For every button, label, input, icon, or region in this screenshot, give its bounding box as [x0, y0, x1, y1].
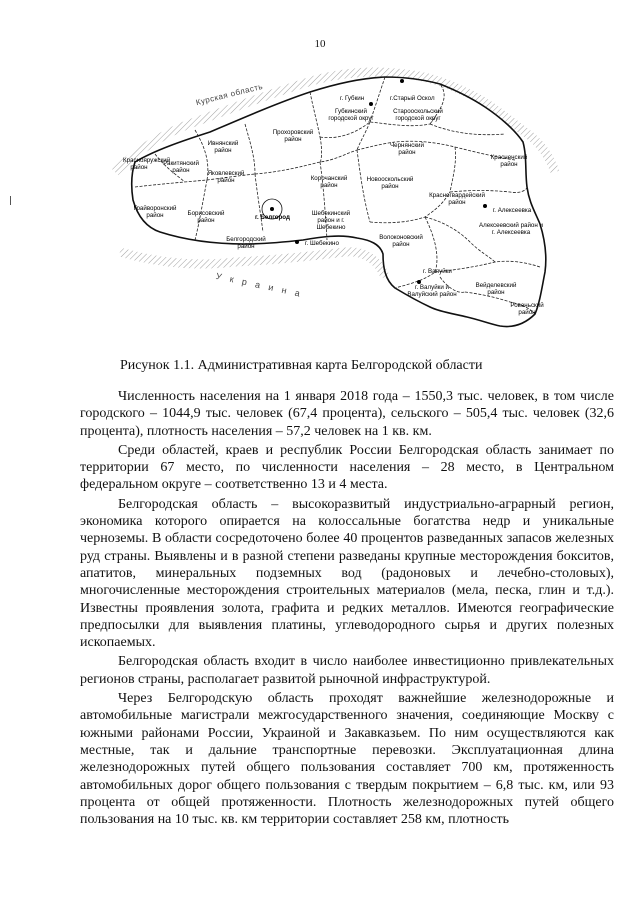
- map-label-prokhorovka: Прохоровский район: [272, 129, 314, 143]
- city-marker-stary-oskol: [400, 79, 404, 83]
- map-label-alekseyevka-district: Алексеевский район и г. Алексеевка: [479, 222, 543, 236]
- map-label-chernyanka: Чернянский район: [390, 142, 424, 156]
- page-number: 10: [314, 38, 326, 50]
- map-label-ivnya: Ивнянский район: [207, 140, 239, 154]
- map-label-alekseyevka-city: г. Алексеевка: [492, 207, 532, 214]
- map-label-graivoron: Грайворонский район: [133, 205, 177, 219]
- map-label-borisovka: Борисовский район: [187, 210, 225, 224]
- city-marker-alekseyevka: [483, 204, 487, 208]
- map-label-rakitnoye: Ракитянский район: [163, 160, 199, 174]
- city-marker-shebekino: [295, 240, 299, 244]
- ukraine-label: У к р а и н а: [214, 270, 304, 300]
- map-label-korocha: Корочанский район: [310, 175, 348, 189]
- map-label-belgorod-district: Белгородский район: [226, 236, 266, 250]
- map-label-yakovlevo: Яковлевский район: [207, 170, 245, 184]
- map-label-krasnogvardeysky: Красногвардейский район: [429, 192, 485, 206]
- kursk-oblast-label: Курская область: [194, 81, 264, 108]
- map-label-shebekino-city: г. Шебекино: [305, 240, 339, 247]
- map-label-valuyki-district: г. Валуйки и Валуйский район: [407, 284, 457, 298]
- map-label-stary-oskol-district: Старооскольский городской округ: [393, 108, 443, 122]
- paragraph-ranking: Среди областей, краев и республик России Белгородская область занимает по территории 67 место, по численности населения – 28 место, в Центральном федеральном округе – соответственно 13 и 4 места.: [80, 442, 614, 493]
- body-text: [80, 388, 614, 828]
- map-label-shebekino-district: Шебекинский район и г. Шебекино: [311, 210, 351, 231]
- map-label-krasnaya-yaruga: Краснояружский район: [123, 157, 171, 171]
- map-label-novy-oskol: Новооскольский район: [366, 176, 414, 190]
- map-label-volokonovka: Волоконовский район: [379, 234, 423, 248]
- city-marker-gubkin: [369, 102, 373, 106]
- paragraph-transport: Через Белгородскую область проходят важнейшие железнодорожные и автомобильные магистрали межгосударственного значения, соединяющие Москву с южными районами России, Украиной и Закавказьем. По ним осуществляются как местные, так и дальние транспортные перевозки. Эксплуатационная длина железнодорожных путей общего пользования составляет 700 км, протяженность автомобильных дорог общего пользования с твердым покрытием – 6,8 тыс. км, или 93 процента от общей протяженности. Плотность железнодорожных путей общего пользования на 10 тыс. кв. км территории составляет 258 км, плотность: [80, 691, 614, 828]
- map-label-stary-oskol-city: г.Старый Оскол: [390, 95, 435, 102]
- map-label-krasnoye: Красненский район: [490, 154, 528, 168]
- city-marker-valuyki: [417, 280, 421, 284]
- margin-mark: [10, 196, 11, 205]
- map-label-valuyki-city: г. Валуйки: [423, 268, 452, 275]
- city-marker-belgorod: [270, 207, 274, 211]
- paragraph-investment: Белгородская область входит в число наиболее инвестиционно привлекательных регионов страны, располагает развитой рыночной инфраструктурой.: [80, 654, 614, 687]
- map-label-belgorod-city: г. Белгород: [255, 214, 290, 221]
- map-label-veidelevka: Вейделевский район: [475, 282, 517, 296]
- figure-caption: Рисунок 1.1. Административная карта Белгородской области: [120, 358, 483, 373]
- map-label-gubkin-district: Губкинский городской округ: [328, 108, 374, 122]
- map-label-gubkin-city: г. Губкин: [340, 95, 365, 102]
- paragraph-population: Численность населения на 1 января 2018 года – 1550,3 тыс. человек, в том числе городского – 1044,9 тыс. человек (67,4 процента), сельского – 505,4 тыс. человек (32,6 процента), плотность населения – 57,2 человек на 1 кв. км.: [80, 389, 614, 439]
- administrative-map: [95, 62, 605, 352]
- paragraph-economy: Белгородская область – высокоразвитый индустриально-аграрный регион, экономика которого опирается на колоссальные богатства недр и уникальные черноземы. В области сосредоточено более 40 процентов разведанных запасов железных руд страны. Выявлены и в разной степени разведаны крупные месторождения бокситов, апатитов, минеральных подземных вод (радоновых и лечебно-столовых), многочисленные месторождения строительных материалов (мела, песка, глин и т.д.). Известны проявления золота, графита и редких металлов. Имеются географические предпосылки для выявления платины, углеводородного сырья и других полезных ископаемых.: [80, 496, 614, 651]
- map-label-rovenki: Ровеньский район: [510, 302, 544, 316]
